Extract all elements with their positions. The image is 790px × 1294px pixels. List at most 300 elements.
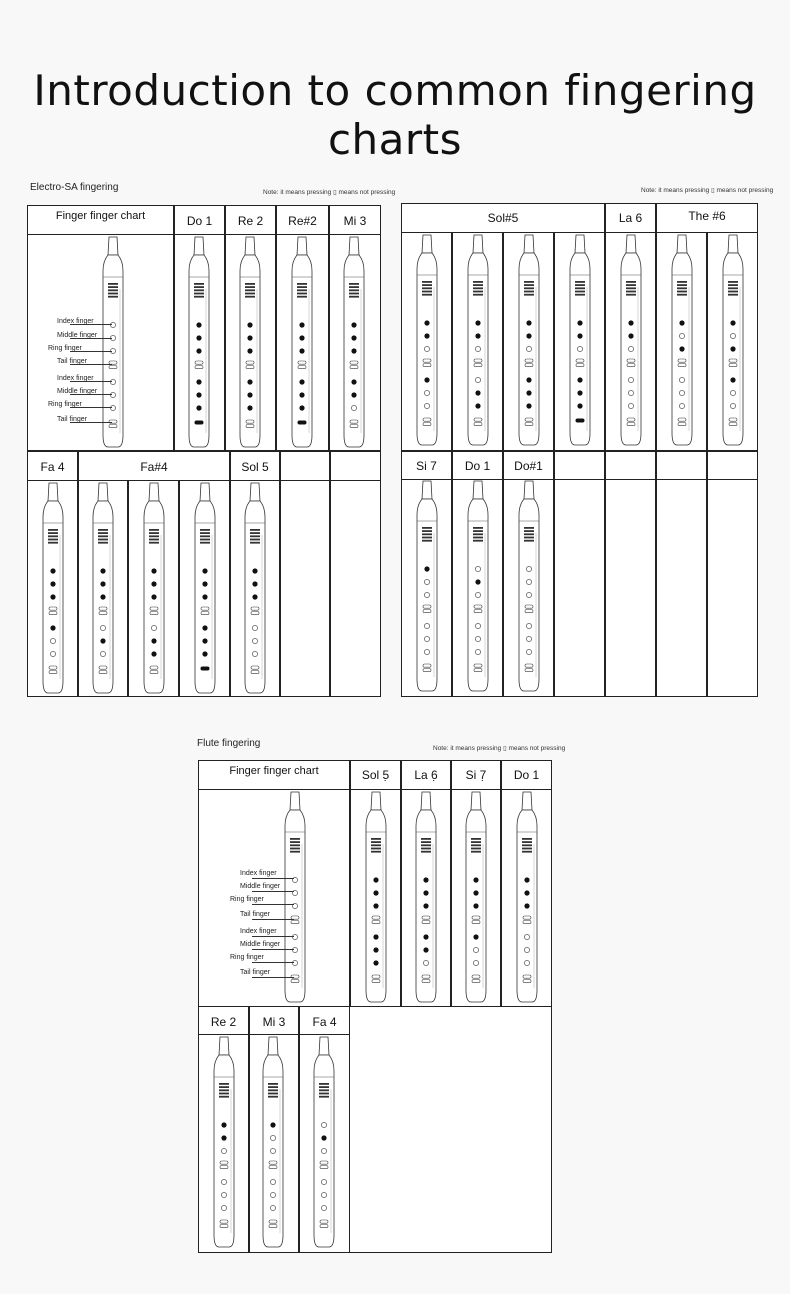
- hole-open: [321, 1148, 326, 1153]
- speaker-grille-line: [268, 1093, 278, 1095]
- hole-open: [423, 423, 431, 426]
- hole-open: [524, 947, 529, 952]
- speaker-grille-line: [422, 540, 432, 542]
- hole-pressed: [299, 348, 304, 353]
- fingering-cell: [280, 480, 330, 697]
- hole-open: [523, 921, 531, 924]
- speaker-grille-line: [297, 296, 307, 298]
- flute-re-sharp-2: [287, 237, 317, 451]
- speaker-grille-line: [728, 281, 738, 283]
- mouthpiece: [522, 792, 532, 810]
- speaker-grille-line: [371, 838, 381, 840]
- speaker-grille-line: [349, 283, 359, 285]
- hole-open: [321, 1192, 326, 1197]
- hole-pressed: [577, 320, 582, 325]
- hole-open: [351, 405, 356, 410]
- speaker-grille-line: [98, 532, 108, 534]
- hole-open: [220, 1225, 228, 1228]
- hole-open: [678, 359, 686, 362]
- hole-open: [474, 423, 482, 426]
- hole-pressed: [423, 947, 428, 952]
- hole-pressed: [730, 346, 735, 351]
- speaker-grille-line: [48, 529, 58, 531]
- mouthpiece: [524, 235, 534, 253]
- speaker-grille-line: [473, 537, 483, 539]
- speaker-grille-line: [422, 530, 432, 532]
- hole-open: [270, 1135, 275, 1140]
- flute-mi3: [258, 1037, 288, 1251]
- speaker-grille-line: [473, 527, 483, 529]
- hole-open: [576, 364, 584, 367]
- note-header: Re 2: [237, 214, 264, 228]
- mouthpiece: [245, 237, 255, 255]
- hole-open: [474, 418, 482, 421]
- flute-fa4: [309, 1037, 339, 1251]
- flute-sol5: [361, 792, 391, 1006]
- finger-label: Index finger: [57, 318, 94, 325]
- speaker-grille-line: [522, 844, 532, 846]
- hole-open: [424, 636, 429, 641]
- hole-pressed: [100, 581, 105, 586]
- hole-pressed: [423, 877, 428, 882]
- speaker-grille-line: [473, 533, 483, 535]
- hole-open: [523, 980, 531, 983]
- hole-open: [576, 359, 584, 362]
- speaker-grille-line: [245, 293, 255, 295]
- hole-pressed: [730, 377, 735, 382]
- header-cell: [605, 451, 656, 480]
- finger-label: Ring finger: [48, 401, 82, 408]
- speaker-grille-line: [250, 532, 260, 534]
- hole-pressed: [524, 890, 529, 895]
- hole-pressed: [252, 594, 257, 599]
- speaker-grille-line: [728, 284, 738, 286]
- finger-label: Index finger: [240, 928, 277, 935]
- flute-si7: [461, 792, 491, 1006]
- hole-open: [523, 975, 531, 978]
- hole-open: [472, 980, 480, 983]
- finger-label: Tail finger: [57, 358, 87, 365]
- hole-open: [100, 625, 105, 630]
- speaker-grille-line: [319, 1093, 329, 1095]
- hole-pressed: [50, 568, 55, 573]
- note-header: Sol 5: [241, 460, 269, 474]
- hole-open: [423, 960, 428, 965]
- hole-open: [679, 403, 684, 408]
- hole-open: [628, 403, 633, 408]
- hole-open: [729, 423, 737, 426]
- mouthpiece: [108, 237, 118, 255]
- speaker-grille-line: [250, 535, 260, 537]
- hole-open: [109, 425, 117, 428]
- speaker-grille-line: [522, 848, 532, 850]
- speaker-grille-line: [626, 291, 636, 293]
- finger-label: Tail finger: [57, 416, 87, 423]
- hole-open: [474, 610, 482, 613]
- hole-pressed: [299, 322, 304, 327]
- speaker-grille-line: [200, 529, 210, 531]
- hole-pressed: [247, 335, 252, 340]
- speaker-grille-line: [524, 281, 534, 283]
- hole-pressed: [628, 320, 633, 325]
- speaker-grille-line: [194, 283, 204, 285]
- hole-pressed: [196, 322, 201, 327]
- speaker-grille-line: [677, 287, 687, 289]
- fingering-cell: [605, 479, 656, 697]
- speaker-grille-line: [98, 529, 108, 531]
- mouthpiece: [421, 792, 431, 810]
- hole-open: [424, 592, 429, 597]
- hole-open: [99, 612, 107, 615]
- speaker-grille-line: [149, 539, 159, 541]
- hole-open: [474, 359, 482, 362]
- hole-pressed: [577, 390, 582, 395]
- speaker-grille-line: [677, 281, 687, 283]
- hole-pressed: [252, 568, 257, 573]
- note-header: Si 7̣: [465, 768, 487, 782]
- hole-pressed: [50, 625, 55, 630]
- hole-open: [270, 1192, 275, 1197]
- hole-open: [475, 377, 480, 382]
- hole-open: [678, 423, 686, 426]
- note-header: Sol 5̣: [361, 768, 390, 782]
- speaker-grille-line: [473, 294, 483, 296]
- hole-pressed: [577, 403, 582, 408]
- hole-open: [221, 1148, 226, 1153]
- hole-open: [526, 566, 531, 571]
- hole-pressed: [221, 1122, 226, 1127]
- speaker-grille-line: [473, 287, 483, 289]
- hole-pressed: [423, 890, 428, 895]
- hole-pressed: [526, 377, 531, 382]
- hole-pressed: [475, 579, 480, 584]
- hole-open: [730, 403, 735, 408]
- speaker-grille-line: [471, 851, 481, 853]
- speaker-grille-line: [268, 1089, 278, 1091]
- speaker-grille-line: [422, 294, 432, 296]
- speaker-grille-line: [473, 530, 483, 532]
- speaker-grille-line: [48, 532, 58, 534]
- guide-line: [252, 919, 294, 920]
- hole-open: [627, 423, 635, 426]
- mouthpiece: [200, 483, 210, 501]
- hole-open: [525, 605, 533, 608]
- speaker-grille-line: [245, 296, 255, 298]
- hole-open: [679, 333, 684, 338]
- flute-do1: [512, 792, 542, 1006]
- hole-open: [270, 1205, 275, 1210]
- hole-open: [269, 1166, 277, 1169]
- mouthpiece: [290, 792, 300, 810]
- hole-open: [474, 664, 482, 667]
- hole-open: [372, 980, 380, 983]
- hole-open: [49, 607, 57, 610]
- finger-label: Tail finger: [240, 969, 270, 976]
- hole-open: [422, 921, 430, 924]
- guide-line: [252, 936, 294, 937]
- speaker-grille-line: [108, 289, 118, 291]
- hole-open: [350, 425, 358, 428]
- hole-open: [678, 364, 686, 367]
- header-cell: [554, 451, 605, 480]
- header-cell: [330, 451, 381, 481]
- guide-line: [252, 949, 294, 950]
- speaker-grille-line: [371, 848, 381, 850]
- hole-open: [50, 651, 55, 656]
- hole-pressed: [475, 403, 480, 408]
- hole-open: [423, 364, 431, 367]
- hole-pressed: [373, 960, 378, 965]
- hole-pressed: [196, 392, 201, 397]
- hole-pressed: [270, 1122, 275, 1127]
- hole-open: [474, 364, 482, 367]
- electro-note-left: Note: it means pressing ▯ means not pressing: [263, 189, 396, 196]
- hole-pressed: [151, 581, 156, 586]
- hole-pressed: [196, 348, 201, 353]
- hole-pressed: [299, 392, 304, 397]
- hole-pressed: [373, 947, 378, 952]
- finger-label: Middle finger: [240, 883, 281, 890]
- hole-pressed: [151, 651, 156, 656]
- mouthpiece: [524, 481, 534, 499]
- speaker-grille-line: [422, 284, 432, 286]
- guide-line: [70, 351, 112, 352]
- speaker-grille-line: [524, 537, 534, 539]
- speaker-grille-line: [250, 529, 260, 531]
- hole-open: [246, 366, 254, 369]
- hole-open: [729, 359, 737, 362]
- header-cell: [707, 451, 758, 480]
- speaker-grille-line: [245, 286, 255, 288]
- guide-line: [70, 407, 112, 408]
- hole-open: [221, 1192, 226, 1197]
- hole-open: [472, 916, 480, 919]
- hole-pressed: [100, 568, 105, 573]
- guide-line: [70, 338, 112, 339]
- hole-open: [523, 916, 531, 919]
- hole-pressed: [475, 333, 480, 338]
- hole-open: [678, 418, 686, 421]
- note-header: Sol#5: [487, 211, 519, 225]
- speaker-grille-line: [200, 532, 210, 534]
- hole-pressed: [373, 903, 378, 908]
- hole-pressed: [524, 877, 529, 882]
- legend-cell: [198, 789, 350, 1007]
- speaker-grille-line: [524, 284, 534, 286]
- speaker-grille-line: [98, 535, 108, 537]
- hole-open: [298, 366, 306, 369]
- hole-open: [246, 425, 254, 428]
- mouthpiece: [250, 483, 260, 501]
- flute-section-label: Flute fingering: [197, 738, 261, 749]
- hole-open: [422, 916, 430, 919]
- hole-open: [524, 934, 529, 939]
- hole-open: [525, 418, 533, 421]
- hole-open: [270, 1148, 275, 1153]
- speaker-grille-line: [219, 1089, 229, 1091]
- speaker-grille-line: [575, 291, 585, 293]
- flute-do-sharp-1: [514, 481, 544, 695]
- speaker-grille-line: [268, 1083, 278, 1085]
- flute-re2: [209, 1037, 239, 1251]
- finger-label: Tail finger: [240, 911, 270, 918]
- hole-open: [628, 390, 633, 395]
- hole-pressed: [473, 890, 478, 895]
- speaker-grille-line: [149, 532, 159, 534]
- hole-pressed: [202, 581, 207, 586]
- hole-open: [526, 346, 531, 351]
- hole-open: [195, 366, 203, 369]
- hole-open: [320, 1161, 328, 1164]
- finger-label: Ring finger: [48, 345, 82, 352]
- hole-open: [49, 671, 57, 674]
- hole-open: [252, 651, 257, 656]
- hole-open: [424, 403, 429, 408]
- hole-pressed: [196, 379, 201, 384]
- speaker-grille-line: [290, 838, 300, 840]
- hole-open: [730, 390, 735, 395]
- hole-pressed: [577, 333, 582, 338]
- hole-pressed: [195, 421, 204, 425]
- speaker-grille-line: [319, 1083, 329, 1085]
- hole-open: [729, 418, 737, 421]
- speaker-grille-line: [626, 287, 636, 289]
- hole-pressed: [577, 377, 582, 382]
- speaker-grille-line: [575, 281, 585, 283]
- finger-label: Index finger: [57, 375, 94, 382]
- hole-open: [525, 669, 533, 672]
- header-cell: [656, 451, 707, 480]
- speaker-grille-line: [728, 287, 738, 289]
- hole-open: [423, 669, 431, 672]
- hole-open: [628, 377, 633, 382]
- hole-pressed: [679, 320, 684, 325]
- note-header: Si 7: [416, 459, 437, 473]
- hole-open: [628, 346, 633, 351]
- electro-section-label: Electro-SA fingering: [30, 182, 119, 193]
- hole-open: [423, 610, 431, 613]
- hole-pressed: [576, 419, 585, 423]
- fingering-cell: [656, 479, 707, 697]
- guide-line: [252, 878, 294, 879]
- hole-open: [109, 366, 117, 369]
- speaker-grille-line: [677, 284, 687, 286]
- speaker-grille-line: [626, 294, 636, 296]
- speaker-grille-line: [149, 535, 159, 537]
- hole-open: [422, 980, 430, 983]
- hole-open: [252, 625, 257, 630]
- electro-legend-header: Finger finger chart: [55, 210, 146, 222]
- guide-line: [252, 977, 294, 978]
- hole-open: [291, 921, 299, 924]
- hole-open: [251, 607, 259, 610]
- hole-open: [526, 636, 531, 641]
- hole-open: [291, 980, 299, 983]
- hole-open: [679, 390, 684, 395]
- speaker-grille-line: [421, 838, 431, 840]
- speaker-grille-line: [200, 542, 210, 544]
- flute-sol-sharp-5-c: [514, 235, 544, 449]
- speaker-grille-line: [524, 533, 534, 535]
- speaker-grille-line: [290, 851, 300, 853]
- hole-pressed: [526, 320, 531, 325]
- hole-open: [627, 359, 635, 362]
- hole-pressed: [473, 934, 478, 939]
- flute-la6: [616, 235, 646, 449]
- speaker-grille-line: [149, 542, 159, 544]
- speaker-grille-line: [245, 283, 255, 285]
- hole-pressed: [424, 320, 429, 325]
- hole-open: [350, 366, 358, 369]
- speaker-grille-line: [522, 841, 532, 843]
- speaker-grille-line: [422, 291, 432, 293]
- speaker-grille-line: [422, 527, 432, 529]
- speaker-grille-line: [473, 540, 483, 542]
- guide-line: [70, 324, 112, 325]
- hole-pressed: [679, 346, 684, 351]
- speaker-grille-line: [194, 293, 204, 295]
- mouthpiece: [422, 235, 432, 253]
- hole-open: [473, 947, 478, 952]
- guide-line: [70, 364, 112, 365]
- flute-the-sharp-6-b: [718, 235, 748, 449]
- hole-pressed: [202, 651, 207, 656]
- flute-legend-flute: [280, 792, 310, 1006]
- hole-open: [475, 346, 480, 351]
- mouthpiece: [677, 235, 687, 253]
- flute-la6: [411, 792, 441, 1006]
- note-header: La 6̣: [414, 768, 438, 782]
- guide-line: [252, 962, 294, 963]
- hole-open: [246, 361, 254, 364]
- mouthpiece: [219, 1037, 229, 1055]
- hole-pressed: [351, 348, 356, 353]
- mouthpiece: [319, 1037, 329, 1055]
- speaker-grille-line: [245, 289, 255, 291]
- speaker-grille-line: [728, 294, 738, 296]
- finger-label: Ring finger: [230, 954, 264, 961]
- hole-open: [246, 420, 254, 423]
- hole-pressed: [526, 390, 531, 395]
- hole-pressed: [151, 568, 156, 573]
- hole-open: [424, 579, 429, 584]
- hole-open: [424, 346, 429, 351]
- hole-open: [150, 666, 158, 669]
- speaker-grille-line: [422, 281, 432, 283]
- hole-pressed: [526, 403, 531, 408]
- hole-open: [320, 1225, 328, 1228]
- hole-open: [321, 1179, 326, 1184]
- hole-open: [150, 607, 158, 610]
- hole-open: [350, 361, 358, 364]
- fingering-cell: [330, 480, 381, 697]
- hole-open: [424, 649, 429, 654]
- speaker-grille-line: [524, 540, 534, 542]
- speaker-grille-line: [200, 539, 210, 541]
- speaker-grille-line: [297, 283, 307, 285]
- hole-open: [99, 671, 107, 674]
- flute-sol-sharp-5-d: [565, 235, 595, 449]
- hole-pressed: [100, 638, 105, 643]
- mouthpiece: [728, 235, 738, 253]
- hole-open: [251, 612, 259, 615]
- mouthpiece: [98, 483, 108, 501]
- flute-mi3: [339, 237, 369, 451]
- mouthpiece: [473, 481, 483, 499]
- flute-legend-header: Finger finger chart: [229, 765, 319, 777]
- finger-label: Middle finger: [57, 332, 98, 339]
- mouthpiece: [349, 237, 359, 255]
